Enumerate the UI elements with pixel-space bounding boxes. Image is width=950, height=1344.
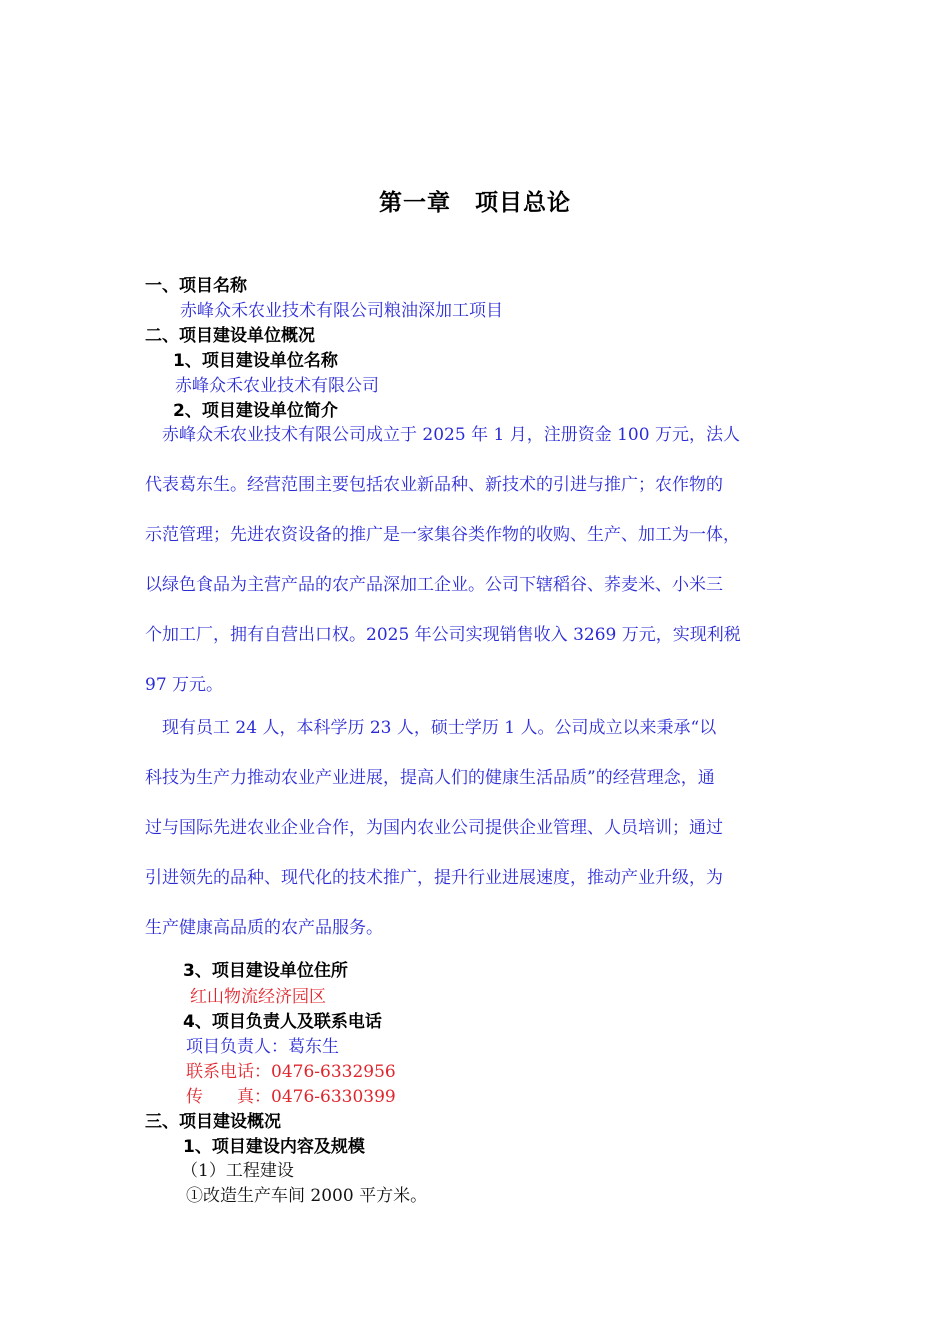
section-heading-unit-overview: 二、项目建设单位概况 <box>145 326 315 346</box>
section-heading-construction-overview: 三、项目建设概况 <box>145 1112 281 1132</box>
staff-line: 科技为生产力推动农业产业进展，提高人们的健康生活品质”的经营理念，通 <box>145 768 715 788</box>
subheading-unit-address: 3、项目建设单位住所 <box>183 961 348 981</box>
intro-line: 97 万元。 <box>145 675 224 695</box>
engineering-item: （1）工程建设 <box>181 1161 294 1181</box>
unit-name-value: 赤峰众禾农业技术有限公司 <box>175 376 379 396</box>
section-heading-project-name: 一、项目名称 <box>145 276 247 296</box>
project-name-value: 赤峰众禾农业技术有限公司粮油深加工项目 <box>180 301 503 321</box>
contact-fax: 传 真：0476-6330399 <box>186 1087 396 1107</box>
contact-phone: 联系电话：0476-6332956 <box>186 1062 396 1082</box>
chapter-title: 第一章 项目总论 <box>379 190 571 216</box>
subheading-contact: 4、项目负责人及联系电话 <box>183 1012 382 1032</box>
staff-line: 引进领先的品种、现代化的技术推广，提升行业进展速度，推动产业升级，为 <box>145 868 723 888</box>
intro-line: 代表葛东生。经营范围主要包括农业新品种、新技术的引进与推广；农作物的 <box>145 475 723 495</box>
intro-line: 赤峰众禾农业技术有限公司成立于 2025 年 1 月，注册资金 100 万元，法人 <box>145 425 740 445</box>
intro-line: 个加工厂，拥有自营出口权。2025 年公司实现销售收入 3269 万元，实现利税 <box>145 625 741 645</box>
staff-line: 过与国际先进农业企业合作，为国内农业公司提供企业管理、人员培训；通过 <box>145 818 723 838</box>
project-leader: 项目负责人：葛东生 <box>186 1037 339 1057</box>
staff-paragraph <box>145 703 817 953</box>
subheading-unit-name: 1、项目建设单位名称 <box>173 351 338 371</box>
subheading-unit-intro: 2、项目建设单位简介 <box>173 401 338 421</box>
unit-address-value: 红山物流经济园区 <box>190 987 326 1007</box>
intro-line: 示范管理；先进农资设备的推广是一家集谷类作物的收购、生产、加工为一体， <box>145 525 740 545</box>
staff-line: 生产健康高品质的农产品服务。 <box>145 918 383 938</box>
staff-line: 现有员工 24 人，本科学历 23 人，硕士学历 1 人。公司成立以来秉承“以 <box>145 718 717 738</box>
subheading-construction-scope: 1、项目建设内容及规模 <box>183 1137 365 1157</box>
intro-line: 以绿色食品为主营产品的农产品深加工企业。公司下辖稻谷、荞麦米、小米三 <box>145 575 723 595</box>
unit-intro-paragraph <box>145 410 817 710</box>
workshop-item: ①改造生产车间 2000 平方米。 <box>186 1186 428 1206</box>
